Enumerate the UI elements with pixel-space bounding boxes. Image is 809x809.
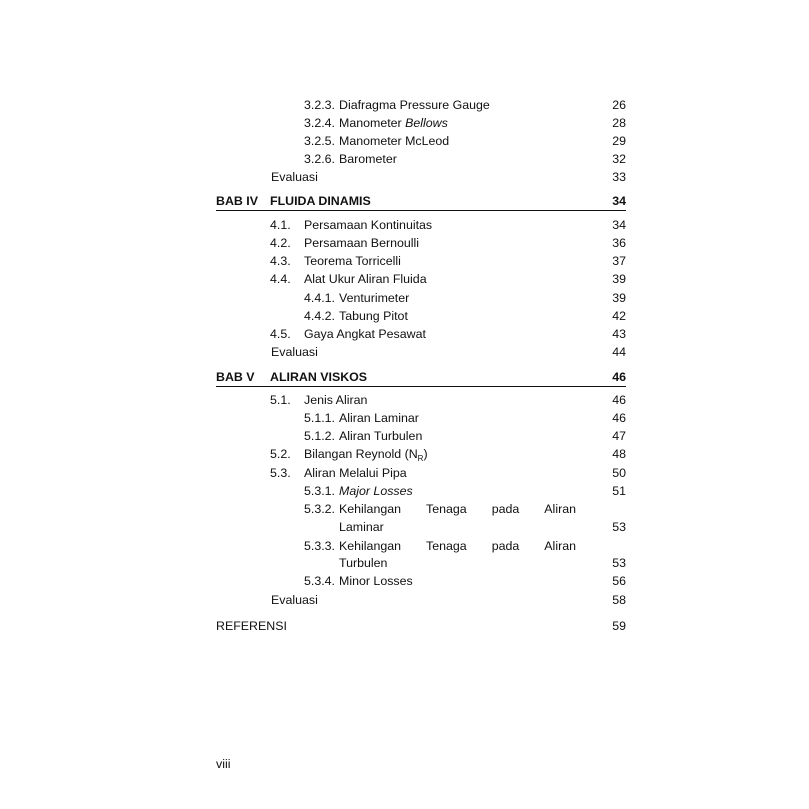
entry-title-word: pada: [491, 539, 520, 553]
entry-title: Aliran Turbulen: [339, 429, 423, 443]
page-number: viii: [216, 757, 231, 771]
toc-entry: [304, 482, 626, 500]
chapter-entry: [216, 192, 626, 210]
chapter-entry: [216, 368, 626, 386]
entry-title-word: Aliran: [544, 502, 576, 516]
entry-page: 42: [612, 309, 626, 323]
entry-number: 4.4.2.: [304, 309, 336, 323]
entry-title: Venturimeter: [339, 291, 410, 305]
chapter-label: BAB IV: [216, 194, 258, 208]
entry-title-cont: Turbulen: [339, 556, 388, 570]
toc-entry: [304, 289, 626, 307]
entry-title: Jenis Aliran: [304, 393, 368, 407]
entry-title-close: ): [423, 447, 428, 461]
entry-page: 34: [612, 218, 626, 232]
entry-title: Tabung Pitot: [339, 309, 408, 323]
entry-number: 5.3.1.: [304, 484, 336, 498]
entry-title: Alat Ukur Aliran Fluida: [304, 272, 427, 286]
entry-title-word: Kehilangan: [339, 502, 402, 516]
entry-title-word: Tenaga: [426, 502, 467, 516]
entry-page: 29: [612, 134, 626, 148]
toc-entry: [304, 150, 626, 168]
toc-entry: [271, 168, 626, 186]
entry-title: Gaya Angkat Pesawat: [304, 327, 426, 341]
entry-page: 44: [612, 345, 626, 359]
entry-number: 5.3.: [270, 466, 291, 480]
entry-number: 3.2.3.: [304, 98, 336, 112]
entry-page: 58: [612, 593, 626, 607]
entry-title: [339, 114, 448, 132]
entry-title: Barometer: [339, 152, 397, 166]
entry-number: 5.2.: [270, 447, 291, 461]
toc-entry-multiline: [304, 537, 626, 555]
entry-title-cont: Laminar: [339, 520, 384, 534]
toc-entry: [304, 114, 626, 132]
entry-title: Aliran Melalui Pipa: [304, 466, 407, 480]
entry-title-text: Bilangan Reynold (N: [304, 447, 418, 461]
toc-entry: [271, 591, 626, 609]
entry-title: Evaluasi: [271, 170, 318, 184]
entry-page: 39: [612, 272, 626, 286]
entry-page: 48: [612, 447, 626, 461]
toc-entry: [271, 343, 626, 361]
entry-title: Evaluasi: [271, 593, 318, 607]
toc-entry: [304, 96, 626, 114]
entry-title: REFERENSI: [216, 619, 287, 633]
entry-title-italic: Bellows: [405, 116, 448, 130]
toc-entry: [270, 391, 626, 409]
entry-title: Aliran Laminar: [339, 411, 419, 425]
entry-title: [339, 537, 576, 555]
entry-page: 26: [612, 98, 626, 112]
entry-title: Minor Losses: [339, 574, 413, 588]
entry-number: 4.4.1.: [304, 291, 336, 305]
toc-entry: [304, 132, 626, 150]
toc-entry: [270, 325, 626, 343]
entry-number: 5.1.1.: [304, 411, 336, 425]
entry-title: Evaluasi: [271, 345, 318, 359]
toc-entry: [270, 270, 626, 288]
entry-page: 32: [612, 152, 626, 166]
entry-number: 4.5.: [270, 327, 291, 341]
entry-title: Diafragma Pressure Gauge: [339, 98, 490, 112]
entry-number: 3.2.6.: [304, 152, 336, 166]
entry-number: 5.3.3.: [304, 539, 336, 553]
entry-page: 43: [612, 327, 626, 341]
toc-entry: [304, 427, 626, 445]
toc-entry: [304, 307, 626, 325]
toc-entry: [304, 409, 626, 427]
entry-page: 36: [612, 236, 626, 250]
chapter-title: FLUIDA DINAMIS: [270, 194, 371, 208]
entry-number: 5.1.2.: [304, 429, 336, 443]
entry-title: [339, 500, 576, 518]
entry-number: 5.3.4.: [304, 574, 336, 588]
toc-entry: [270, 464, 626, 482]
toc-entry: [270, 216, 626, 234]
toc-entry: [304, 572, 626, 590]
entry-title-word: pada: [491, 502, 520, 516]
entry-page: 46: [612, 411, 626, 425]
entry-page: 53: [612, 520, 626, 534]
entry-page: 47: [612, 429, 626, 443]
entry-page: 56: [612, 574, 626, 588]
chapter-rule: [216, 386, 626, 387]
entry-number: 5.3.2.: [304, 502, 336, 516]
toc-entry-continuation: [339, 518, 626, 536]
entry-page: 39: [612, 291, 626, 305]
entry-title-word: Tenaga: [426, 539, 467, 553]
entry-page: 46: [612, 393, 626, 407]
entry-title: Persamaan Kontinuitas: [304, 218, 433, 232]
entry-number: 3.2.5.: [304, 134, 336, 148]
chapter-rule: [216, 210, 626, 211]
entry-page: 33: [612, 170, 626, 184]
entry-page: 59: [612, 619, 626, 633]
entry-title-text: Manometer: [339, 116, 406, 130]
entry-page: 51: [612, 484, 626, 498]
chapter-label: BAB V: [216, 370, 255, 384]
entry-page: 28: [612, 116, 626, 130]
entry-title: [304, 445, 428, 465]
entry-title-word: Kehilangan: [339, 539, 402, 553]
entry-title-subscript: R: [417, 454, 424, 463]
entry-number: 4.4.: [270, 272, 291, 286]
entry-number: 4.2.: [270, 236, 291, 250]
toc-entry-multiline: [304, 500, 626, 518]
toc-entry: [270, 445, 626, 463]
toc-entry-continuation: [339, 554, 626, 572]
entry-number: 4.3.: [270, 254, 291, 268]
entry-page: 37: [612, 254, 626, 268]
chapter-page: 34: [612, 194, 626, 208]
entry-title: Manometer McLeod: [339, 134, 450, 148]
entry-number: 4.1.: [270, 218, 291, 232]
entry-page: 50: [612, 466, 626, 480]
entry-number: 5.1.: [270, 393, 291, 407]
chapter-page: 46: [612, 370, 626, 384]
entry-page: 53: [612, 556, 626, 570]
entry-title: Teorema Torricelli: [304, 254, 401, 268]
entry-title-word: Aliran: [544, 539, 576, 553]
entry-title: Major Losses: [339, 484, 413, 498]
chapter-title: ALIRAN VISKOS: [270, 370, 368, 384]
references-entry: [216, 617, 626, 635]
entry-number: 3.2.4.: [304, 116, 336, 130]
toc-entry: [270, 234, 626, 252]
toc-entry: [270, 252, 626, 270]
entry-title: Persamaan Bernoulli: [304, 236, 420, 250]
